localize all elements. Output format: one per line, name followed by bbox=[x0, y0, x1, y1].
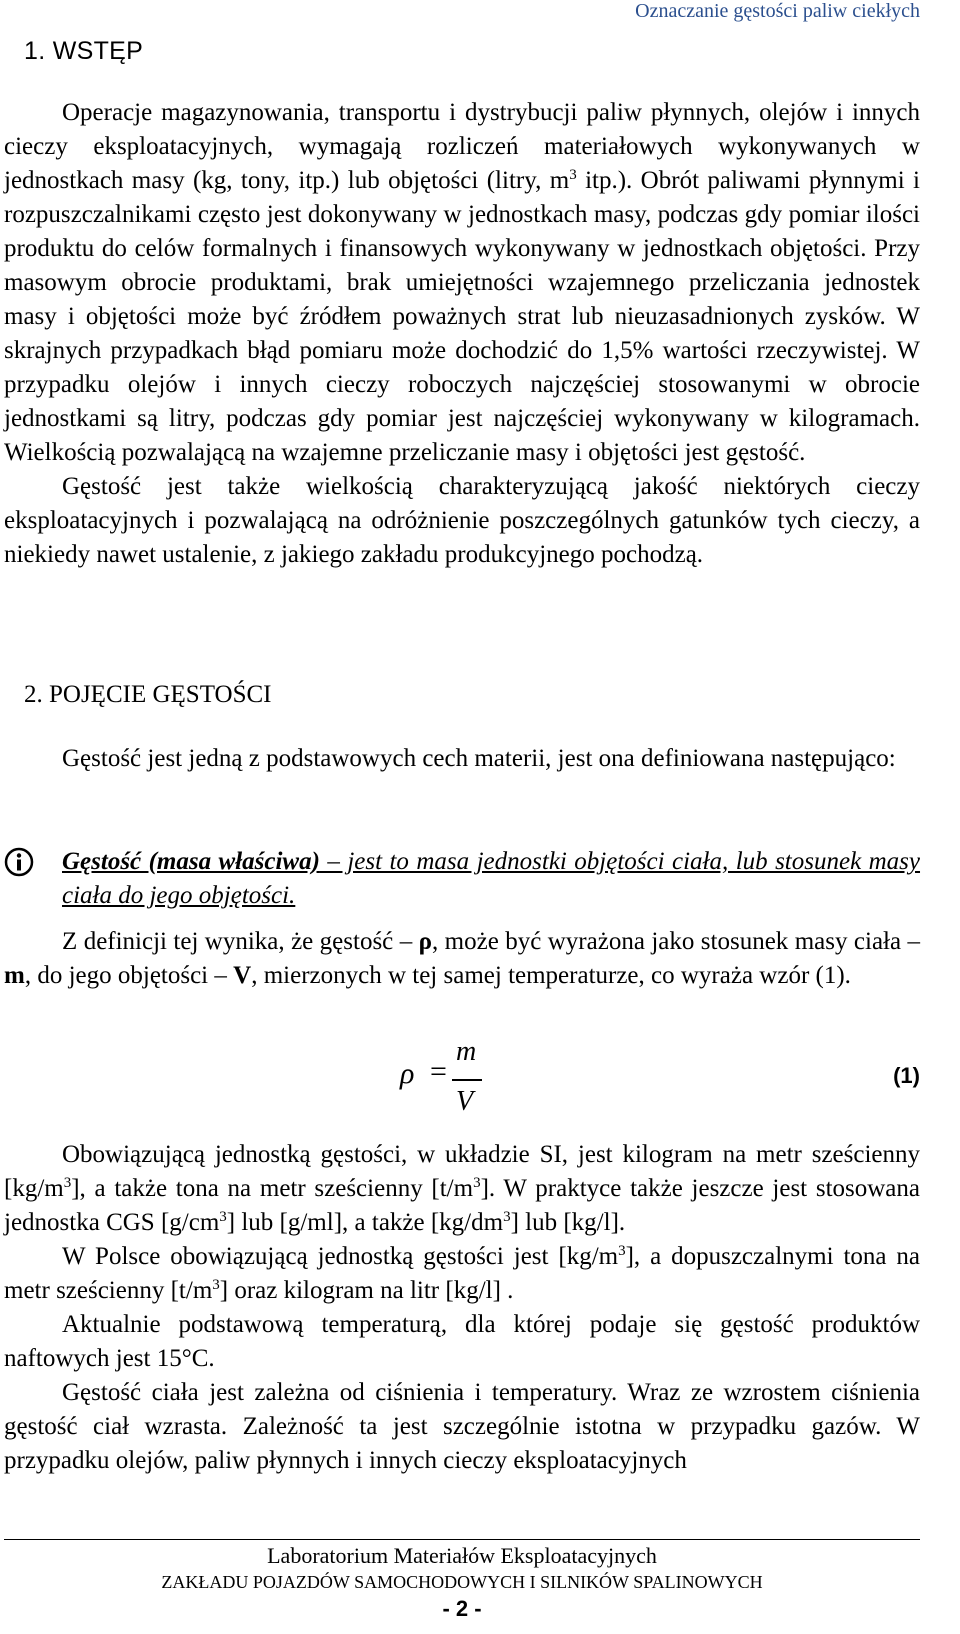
paragraph: Gęstość jest także wielkością charakteryzującą jakość niektórych cieczy eksploatacyjnych i pozwalającą na odróżnienie poszczególnych gatunków tych cieczy, a niekiedy nawet ustalenie, z jakiego zakładu produkcyjnego pochodzą. bbox=[4, 473, 920, 568]
section1-body bbox=[4, 96, 920, 572]
section2-body bbox=[4, 1138, 920, 1478]
section-heading-2: 2. POJĘCIE GĘSTOŚCI bbox=[24, 681, 272, 708]
density-formula bbox=[400, 1035, 500, 1127]
paragraph: Obowiązującą jednostką gęstości, w układzie SI, jest kilogram na metr sześcienny $[kg/m^3]$, a także tona na metr sześcienny $[t/m^3]$. W praktyce także jeszcze jest stosowana jednostka CGS $[g/cm^3]$ lub [g/ml], a także $[kg/dm^3]$ lub [kg/l]. bbox=[4, 1141, 920, 1236]
paragraph: Aktualnie podstawową temperaturą, dla której podaje się gęstość produktów naftowych jest 15°C. bbox=[4, 1311, 920, 1372]
footer-lab: Laboratorium Materiałów Eksploatacyjnych bbox=[267, 1543, 657, 1568]
definition-term: Gęstość (masa właściwa) bbox=[62, 848, 320, 875]
definition-text: – jest to masa jednostki objętości ciała, lub stosunek masy ciała do jego objętości. bbox=[62, 848, 921, 909]
paragraph: Gęstość ciała jest zależna od ciśnienia i temperatury. Wraz ze wzrostem ciśnienia gęstość ciał wzrasta. Zależność ta jest szczególnie istotna w przypadku gazów. W przypadku olejów, paliw płynnych i innych cieczy eksploatacyjnych bbox=[4, 1379, 920, 1474]
definition-note bbox=[4, 845, 920, 913]
formula-rho: ρ bbox=[400, 1057, 415, 1090]
footer-divider bbox=[4, 1539, 920, 1540]
formula-numerator: m bbox=[456, 1036, 477, 1067]
paragraph-definition: Z definicji tej wynika, że gęstość – ρ, może być wyrażona jako stosunek masy ciała – m, do jego objętości – V, mierzonych w tej samej temperaturze, co wyraża wzór (1). bbox=[4, 928, 920, 989]
section-heading-1: 1. WSTĘP bbox=[24, 37, 144, 65]
equation-number: (1) bbox=[893, 1063, 920, 1088]
running-header: Oznaczanie gęstości paliw ciekłych bbox=[635, 0, 920, 22]
paragraph-definition-intro: Gęstość jest jedną z podstawowych cech materii, jest ona definiowana następująco: bbox=[62, 745, 896, 772]
formula-denominator: V bbox=[456, 1086, 474, 1117]
info-icon bbox=[4, 847, 34, 877]
footer-department: ZAKŁADU POJAZDÓW SAMOCHODOWYCH I SILNIKÓW SPALINOWYCH bbox=[161, 1572, 763, 1592]
page-number: - 2 - bbox=[442, 1596, 482, 1621]
paragraph: W Polsce obowiązującą jednostką gęstości jest $[kg/m^3]$, a dopuszczalnymi tona na metr sześcienny $[t/m^3]$ oraz kilogram na litr [kg/l] . bbox=[4, 1243, 920, 1304]
formula-fraction-bar bbox=[452, 1079, 482, 1081]
paragraph: Operacje magazynowania, transportu i dystrybucji paliw płynnych, olejów i innych cieczy eksploatacyjnych, wymagają rozliczeń materiałowych wykonywanych w jednostkach masy (kg, tony, itp.) lub objętości (litry, $m^3$ itp.). Obrót paliwami płynnymi i rozpuszczalnikami często jest dokonywany w jednostkach masy, podczas gdy pomiar ilości produktu do celów formalnych i finansowych wykonywany w jednostkach objętości. Przy masowym obrocie produktami, brak umiejętności wzajemnego przeliczania jednostek masy i objętości może być źródłem poważnych strat lub nieuzasadnionych zysków. W skrajnych przypadkach błąd pomiaru może dochodzić do 1,5% wartości rzeczywistej. W przypadku olejów i innych cieczy roboczych najczęściej stosowanymi w obrocie jednostkami są litry, podczas gdy pomiar jest najczęściej wykonywany w kilogramach. Wielkością pozwalającą na wzajemne przeliczanie masy i objętości jest gęstość. bbox=[4, 99, 920, 466]
formula-equals: = bbox=[430, 1055, 447, 1088]
